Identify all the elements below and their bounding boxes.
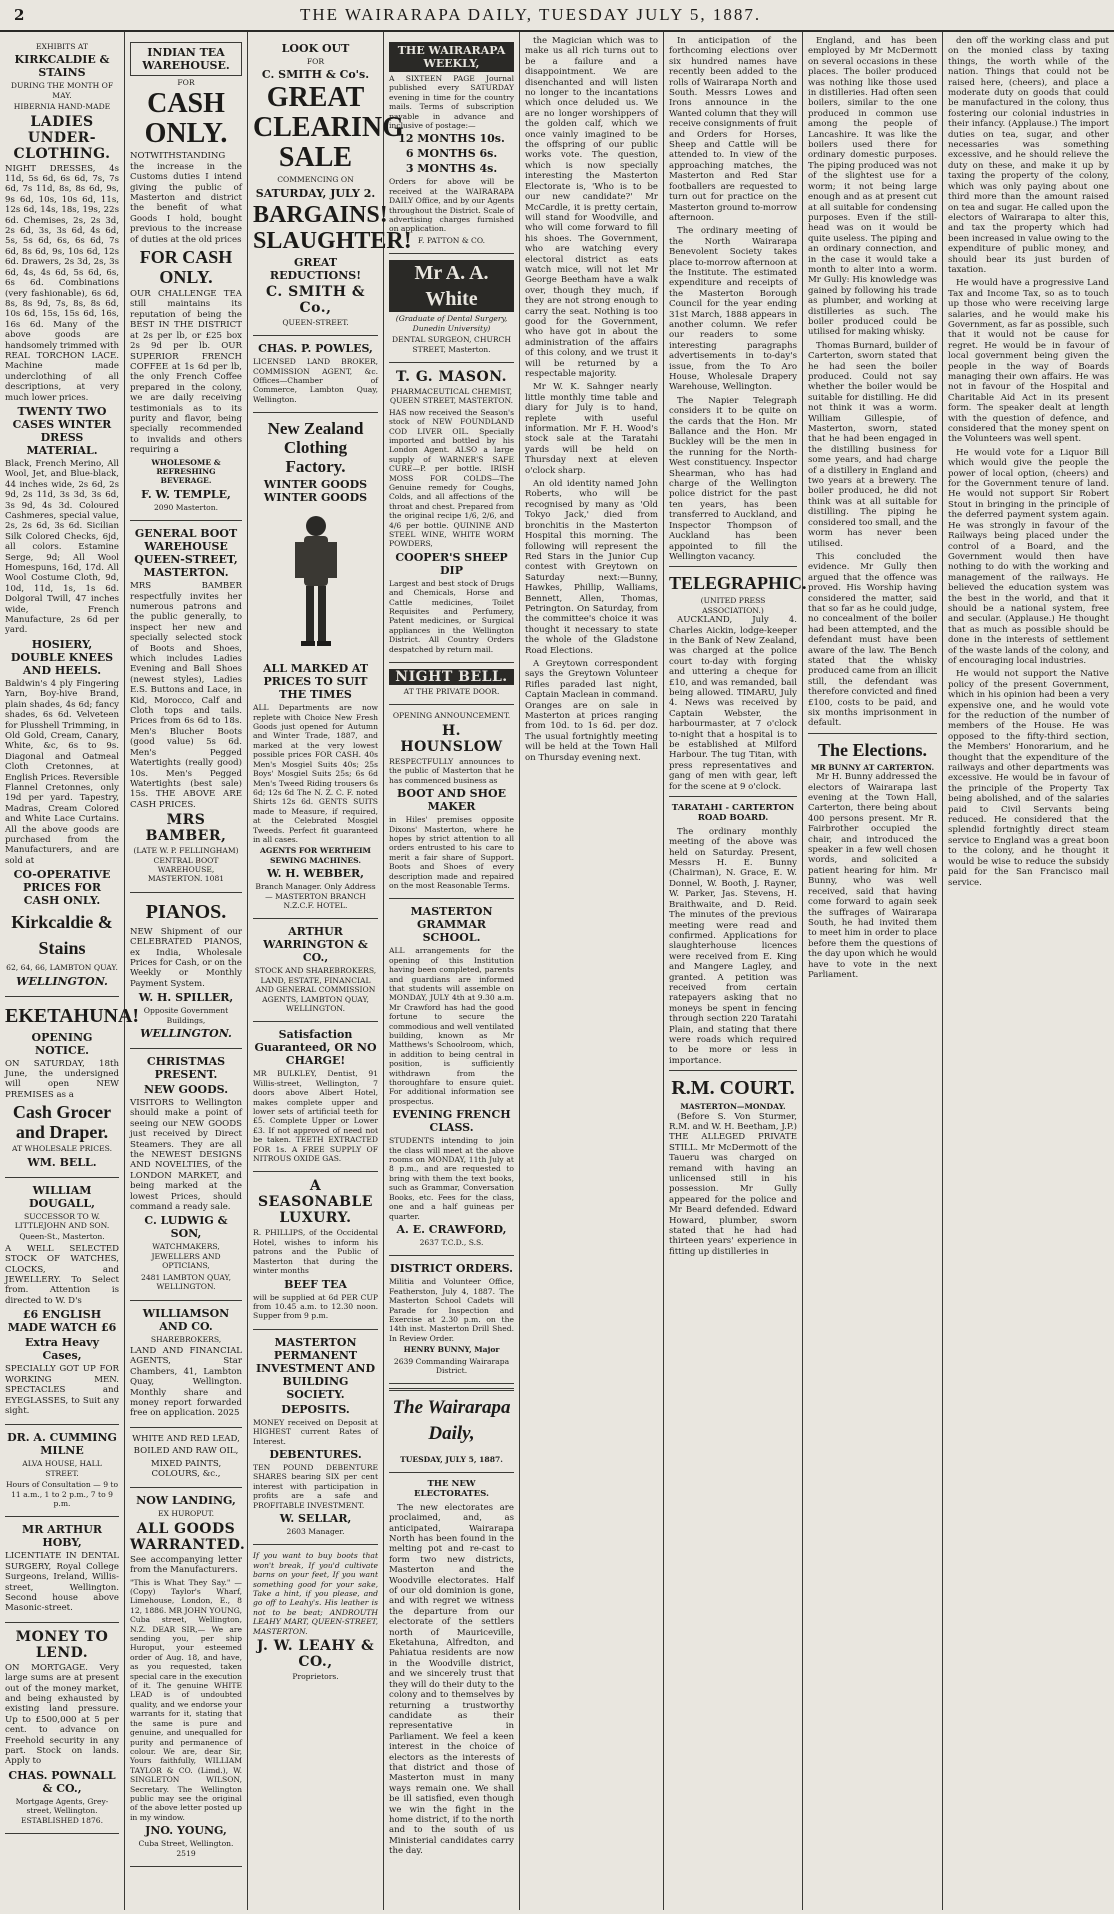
ad-town: WELLINGTON.: [140, 1027, 232, 1040]
ad-line: GREAT REDUCTIONS!: [269, 255, 362, 282]
ad-line: COMMENCING ON: [277, 175, 354, 185]
ad-night-bell: [389, 663, 514, 705]
ad-line: KIRKCALDIE & STAINS: [14, 53, 110, 80]
ad-name: CHAS. POWNALL & CO.,: [8, 1768, 116, 1795]
ad-cumming: [5, 1425, 119, 1517]
ad-name: MRS BAMBER,: [145, 812, 227, 845]
ad-young: [130, 1488, 246, 1867]
ad-footer: CO-OPERATIVE PRICES FOR CASH ONLY.: [13, 868, 111, 908]
ad-sub: (Graduate of Dental Surgery, Dunedin University): [395, 314, 508, 333]
ad-name: WILLIAMSON AND CO.: [142, 1306, 230, 1333]
ad-beef-tea: [253, 1172, 378, 1329]
ad-heading: Satisfaction Guaranteed, OR NO CHARGE!: [254, 1028, 377, 1068]
column-2: [125, 32, 248, 1910]
divider: [669, 796, 797, 797]
ad-body: R. PHILLIPS, of the Occidental Hotel, wishes to inform his patrons and the Public of Masterton that during the winter months: [253, 1228, 378, 1276]
ad-rate: 6 MONTHS 6s.: [405, 147, 498, 161]
ad-district-orders: [389, 1256, 514, 1384]
ad-big: ALL GOODS WARRANTED.: [130, 1520, 246, 1553]
ad-sub: WATCHMAKERS, JEWELLERS AND OPTICIANS,: [151, 1242, 221, 1271]
ad-williamson: [130, 1301, 242, 1428]
ad-name: Kirkcaldie & Stains: [11, 912, 113, 959]
ad-name: W. H. WEBBER,: [266, 867, 365, 881]
editorial-dateline: TUESDAY, JULY 5, 1887.: [400, 1454, 503, 1464]
column-4: [384, 32, 520, 1910]
ad-sub: EX HUROPUT.: [157, 1509, 215, 1519]
ad-special: Extra Heavy Cases,: [24, 1336, 100, 1363]
ad-name: MR ARTHUR HOBY,: [22, 1523, 102, 1550]
ad-footer: 2603 Manager.: [286, 1526, 345, 1536]
article-body: AUCKLAND, July 4. Charles Aickin, lodge-keeper in the Bank of New Zealand, was charged at the police court to-day with forging and uttering a cheque for £10, and was remanded, bail being allowed. TIMARU, July 4. News was received by Captain Webster, the harbourmaster, at 7 o'clock to-night that a hospital is to be established at Milford Harbour. The tug Titan, with press representatives and gang of men with gear, left for the scene at 9 o'clock.: [669, 615, 797, 792]
ad-town: WELLINGTON.: [16, 974, 108, 988]
ad-bamber: [130, 521, 242, 893]
ad-heading: OPENING ANNOUNCEMENT.: [392, 711, 511, 721]
column-3: [248, 32, 412, 1910]
ad-hounslow: [389, 705, 514, 899]
ad-footer: Mortgage Agents, Grey-street, Wellington. ESTABLISHED 1876.: [15, 1796, 109, 1825]
ad-body: LICENTIATE IN DENTAL SURGERY, Royal College Surgeons, Ireland, Willis-street, Wellington. Second house above Masonic-street.: [5, 1551, 119, 1614]
ad-hoby: [5, 1517, 119, 1622]
ad-bulkley: [253, 1022, 378, 1172]
ad-footer: 2639 Commanding Wairarapa District.: [393, 1356, 510, 1375]
ad-heading: MONEY TO LEND.: [15, 1628, 109, 1661]
ad-body: NOTWITHSTANDING the increase in the Customs duties I intend giving the public of Masterton and district the benefit of what Goods I hold, bought previous to the increase of duties at the old prices: [130, 151, 242, 245]
ad-name: HENRY BUNNY, Major: [403, 1345, 500, 1355]
article-body: den off the working class and put on the monied class by taxing things, the worth while of the nation. Things that could not be raised here, (cheers), and place a moderate duty on goods that could be manufactured in the colony, thus fostering our colonial industries in their infancy. (Applause.) The import duties on tea, sugar, and other necessaries was something excessive, and he should relieve the duty on these, and make it up by taxing the property of the colony, which was only paying about one third more than the amount raised on tea and sugar. He called upon the electors of Wairarapa to alter this, and tax the property which had been increased in value owing to the expenditure of public money, and should bear its just burden of taxation.: [948, 36, 1109, 275]
ad-dougall: [5, 1178, 119, 1426]
ad-clothing-factory: [253, 413, 378, 919]
ad-footer: Proprietors.: [292, 1672, 339, 1682]
ad-line: C. SMITH & Co's.: [261, 68, 370, 82]
column-7: [803, 32, 943, 1910]
ad-body: ALL arrangements for the opening of this Institution having been completed, parents and guardians are informed that students will assemble on MONDAY, JULY 4th at 9.30 a.m. Mr Crawford has had the good fortune to secure the commodious and well ventilated building, known as Mr Matthews's Schoolroom, which, in addition to being central in position, is sufficiently withdrawn from the thoroughfare to ensure quiet. For additional information see prospectus.: [389, 946, 514, 1106]
ad-heading: MASTERTON PERMANENT INVESTMENT AND BUILDING SOCIETY.: [255, 1335, 375, 1401]
ad-body: RESPECTFULLY announces to the public of Masterton that he has commenced business as: [389, 756, 514, 785]
ad-smith-sale: [253, 36, 412, 336]
ad-name: WILLIAM DOUGALL,: [29, 1183, 95, 1210]
ad-line: SATURDAY, JULY 2.: [255, 186, 376, 200]
ad-footer: F. PATTON & CO.: [417, 235, 486, 245]
ad-line: DURING THE MONTH OF MAY.: [10, 81, 114, 100]
ad-quote: "This is What They Say." — (Copy) Taylor's Wharf, Limehouse, London, E., 8 12, 1886. MR JOHN YOUNG, Cuba street, Wellington, N.Z. DEAR SIR,— We are sending you, per ship Huroput, your esteemed order of Aug. 18, and have, as you requested, taken special care in the execution of it. The genuine WHITE LEAD is of undoubted quality, and we endorse your warrants for it, stating that the same is pure and genuine, and unequalled for purity and permanence of colour. We are, dear Sir, Yours faithfully, WILLIAM TAYLOR & CO. (Limd.), W. SINGLETON WILSON, Secretary. The Wellington public may see the original of the above letter posted up in my window.: [130, 1577, 242, 1822]
ad-tea-warehouse: [130, 36, 242, 521]
ad-sub: NEW GOODS.: [143, 1083, 229, 1096]
ad-heading: DISTRICT ORDERS.: [389, 1262, 514, 1276]
ad-line: WHITE AND RED LEAD,: [132, 1433, 240, 1444]
ad-heading: EKETAHUNA!: [5, 1004, 140, 1027]
article-body: (Before S. Von Sturmer, R.M. and W. H. Beetham, J.P.) THE ALLEGED PRIVATE STILL. Mr McDermott of the Taueru was charged on remand with having an unlicensed still in his possession. Mr Gully appeared for the police and Mr Beard defended. Edward Howard, plumber, sworn stated that he had had thirteen years' experience in fitting up distilleries in: [669, 1111, 797, 1257]
ad-body: If you want to buy boots that won't break, If you'd cultivate barns on your feet, If you want something good for your sake, Take a hint, if you please, and go off to Leahy's. His leather is not to be beat; ANDROUTH LEAHY MART, QUEEN-STREET, MASTERTON.: [253, 1551, 378, 1636]
divider: [669, 566, 797, 567]
ad-heading: CHRISTMAS PRESENT.: [146, 1055, 226, 1081]
ad-tag: WHOLESOME & REFRESHING BEVERAGE.: [151, 457, 221, 486]
ad-sub: DEPOSITS.: [281, 1402, 350, 1416]
ad-name: T. G. MASON.: [395, 368, 507, 385]
divider: [389, 1472, 514, 1473]
ad-line: FOR: [177, 78, 195, 87]
ad-body: Militia and Volunteer Office, Featherston, July 4, 1887. The Masterton School Cadets will Parade for Inspection and Exercise at 2.30 p.m. on the 14th inst. Masterton Drill Shed. In Review Order.: [389, 1277, 514, 1343]
ad-heading: NOW LANDING,: [136, 1494, 236, 1508]
ad-body: Black, French Merino, All Wool, Jet, and Blue-black, 44 inches wide, 2s 6d, 2s 9d, 2s 11d, 3s 3d, 3s 6d, 3s 9d, 4s 3d. Coloured Cashmeres, special value, 2s, 2s 6d, 3s 6d. Sicilian Silk Colored Checks, 6jd, all colors. Estamine Serge, 9d; All Wool Homespuns, 16d, 17d. All Wool Costume Cloth, 9d, 10d, 11d, 1s, 1s 6d. Dolgoral Twill, 47 inches wide, French Manufacture, 2s 6d per yard.: [5, 458, 119, 636]
gentleman-illustration: [271, 508, 361, 658]
ad-name: WM. BELL.: [27, 1155, 97, 1169]
ad-heading: A SEASONABLE LUXURY.: [258, 1178, 373, 1227]
ad-big: GREAT CLEARING SALE: [253, 82, 404, 174]
article-body: He would vote for a Liquor Bill which would give the people the power of local option, (cheers) and for the Government tenure of land. He would not support Sir Robert Stout in bringing in the principle of the deferred payment system again. He was strongly in favour of the Railways being placed under the control of a Board, and the Government would then have nothing to do with the working and management of the railways. He believed the education system was the best in the world, and that it should be a national system, free and secular. (Applause.) He thought that as much as possible should be done in the interests of settlement of the waste lands of the colony, and of encouraging local industries.: [948, 447, 1109, 666]
ad-name: DR. A. CUMMING MILNE: [7, 1431, 117, 1458]
ad-grammar-school: [389, 899, 514, 1256]
ad-special: £6 ENGLISH MADE WATCH £6: [7, 1308, 117, 1335]
ad-line: BOILED AND RAW OIL,: [133, 1446, 239, 1457]
section-heading: R.M. COURT.: [671, 1077, 795, 1100]
ad-body: ON MORTGAGE. Very large sums are at present out of the money market, and being exhausted by existing land pressure. Up to £500,000 at 5 per cent. to advance on Freehold security in any part. Stock on lands. Apply to: [5, 1662, 119, 1767]
ad-big: BARGAINS! SLAUGHTER!: [253, 201, 412, 254]
ad-sub: (LATE W. P. FELLINGHAM) CENTRAL BOOT WAREHOUSE, MASTERTON. 1081: [133, 846, 239, 884]
ad-big: CASH ONLY.: [144, 88, 228, 150]
article-body: Thomas Burnard, builder of Carterton, sworn stated that he had seen the boiler produced. Could not say whether the boiler would be suitable for distilling. He did not think it was a worm. William Gillespie, of Masterton, sworn, stated that he had been engaged in the distilling business for some years, and had charge of a distillery in England and two years at a brewery. The boiler produced, he did not think was at all suitable for distilling. The piping he considered too small, and the worm has never been utilised.: [808, 340, 937, 549]
ad-body: NEW Shipment of our CELEBRATED PIANOS, ex India, Wholesale Prices for Cash, or on the Weekly or Monthly Payment System.: [130, 926, 242, 989]
ad-weekly: [389, 36, 514, 254]
column-5: [520, 32, 664, 1910]
ad-line: EXHIBITS AT: [36, 42, 88, 51]
ad-heading: THE WAIRARAPA WEEKLY,: [389, 42, 514, 72]
article-body: An old identity named John Roberts, who will be recognised by many as 'Old Tokyo Jack,' died from bronchitis in the Masterton Hospital this morning. The following will represent the Red Stars in the Junior Cup contest with Greytown on Saturday next:—Bunny, Hawkes, Phillip, Walliams, Bennett, Allen, Thomas, Petrington. On Saturday, from the committee's choice it was thought it necessary to state the whole of the Gladstone Road Elections.: [525, 479, 658, 656]
ad-body: ON SATURDAY, 18th June, the undersigned will open NEW PREMISES as a: [5, 1058, 119, 1100]
ad-name: C. SMITH & Co.,: [266, 283, 365, 316]
ad-name: A. E. CRAWFORD,: [396, 1222, 507, 1236]
divider: [808, 733, 937, 734]
ad-sub: BOOT AND SHOE MAKER: [397, 787, 506, 814]
ad-address: 2481 LAMBTON QUAY, WELLINGTON.: [141, 1272, 231, 1292]
divider: [669, 1070, 797, 1071]
ad-sub: BEEF TEA: [284, 1277, 347, 1291]
ad-line: HIBERNIA HAND-MADE: [13, 102, 111, 112]
ad-eketahuna: [5, 997, 140, 1178]
ad-name: H. HOUNSLOW: [400, 722, 503, 755]
section-sub: MR BUNNY AT CARTERTON.: [810, 762, 935, 772]
ad-name: C. LUDWIG & SON,: [144, 1214, 228, 1241]
ad-address: 62, 64, 66, LAMBTON QUAY.: [6, 963, 118, 973]
article-body: Mr W. K. Sahnger nearly little monthly time table and diary for July is to hand, replete with useful information. Mr F. H. Wood's stock sale at the Taratahi yards will be held on Thursday next at eleven o'clock sharp.: [525, 382, 658, 476]
article-body: He would have a progressive Land Tax and Income Tax, so as to touch up those who were receiving large salaries, and he would make his Government, as far as possible, such that it would not be cause for regret. He would be in favour of local government being given the people in the way of Boards managing their own affairs. He was not in favour of the Hospital and Charitable Aid Act in its present form. The speaker dealt at length with the question of defence, and considered that the money spent on the Volunteers was well spent.: [948, 278, 1109, 445]
article-body: The new electorates are proclaimed, and, as anticipated, Wairarapa North has been found in the melting pot and re-cast to form two new districts, Masterton and the Woodville electorates. Half of our old dominion is gone, and with regret we witness the departure from our electorate of the settlers north of Mauriceville, Eketahuna, Alfredton, and Pahiatua residents are now in the Woodville district, and we sincerely trust that they will do their duty to the colony and to themselves by returning a trustworthy candidate as their representative in Parliament. We feel a keen interest in the choice of electors as the interests of that district and those of Masterton must in many ways remain one. We shall be ill satisfied, even though we win the fight in the home district, if to the north and to the south of us Ministerial candidates carry the day.: [389, 1502, 514, 1857]
article-body: The ordinary meeting of the North Wairarapa Benevolent Society takes place to-morrow afternoon at the Institute. The estimated expenditure and receipts of the Masterton Borough Council for the year ending 31st March, 1888 appears in another column. We refer our readers to some interesting paragraphs advertisements in to-day's issue, from the To Aro House, Wholesale Drapery Warehouse, Wellington.: [669, 226, 798, 393]
ad-name: Mr A. A. White: [389, 260, 514, 312]
ad-big: Cash Grocer and Draper.: [12, 1102, 112, 1143]
ad-heading: HOSIERY, DOUBLE KNEES AND HEELS.: [10, 637, 114, 677]
ad-name: JNO. YOUNG,: [145, 1824, 227, 1838]
ad-lead: [130, 1428, 242, 1489]
article-body: He would not support the Native policy of the present Government, which in his opinion had been a very expensive one, and he would vote for the reduction of the number of members of the House. He was opposed to the fifty-third section, the Members' Honorarium, and he thought that the expenditure of the railways and other departments was excessive. He would be in favour of the principle of the Property Tax being abolished, and of the salaries paid to Civil Servants being reduced. He considered that the splendid fortnightly direct steam service to England was a great boon to the colony, and he thought it would be wise to reduce the subsidy paid for the San Francisco mail service.: [948, 669, 1109, 888]
ad-white: [389, 254, 514, 363]
ad-big: FOR CASH ONLY.: [139, 247, 233, 288]
ad-body: SPECIALLY GOT UP FOR WORKING MEN. SPECTACLES and EYEGLASSES, to Suit any sight.: [5, 1364, 119, 1416]
ad-body: in Hiles' premises opposite Dixons' Masterton, where he hopes by strict attention to all orders entrusted to his care to merit a fair share of Support. Boots and Shoes of every description made and repaired on the most Reasonable Terms.: [389, 815, 514, 890]
masthead: [0, 0, 1114, 32]
ad-heading: GENERAL BOOT WAREHOUSE QUEEN-STREET, MASTERTON.: [134, 527, 238, 580]
ad-body: MONEY received on Deposit at HIGHEST current Rates of Interest.: [253, 1417, 378, 1446]
ad-christmas: [130, 1049, 242, 1301]
ad-heading: New Zealand Clothing Factory.: [267, 419, 364, 477]
ad-sub: EVENING FRENCH CLASS.: [392, 1108, 511, 1135]
page-number: 2: [14, 6, 25, 24]
section-taratahi: [669, 803, 797, 1066]
section-sub: (UNITED PRESS ASSOCIATION.): [700, 596, 766, 615]
ad-sub: AT WHOLESALE PRICES.: [12, 1144, 112, 1154]
ad-address: Queen-St., Masterton.: [19, 1232, 105, 1242]
ad-body: OUR CHALLENGE TEA still maintains its reputation of being the BEST IN THE DISTRICT at 2s per lb, or £25 box 2s 9d per lb. OUR SUPERIOR FRENCH COFFEE at 1s 6d per lb, the only French Coffee prepared in the colony, we are daily receiving testimonials as to its purity and flavor, being specially recommended to invalids and others requiring a: [130, 289, 242, 456]
section-elections: [808, 740, 937, 981]
ad-footer: Cuba Street, Wellington. 2519: [138, 1839, 234, 1858]
ad-name: J. W. LEAHY & CO.,: [256, 1638, 375, 1671]
ad-heading: MASTERTON GRAMMAR SCHOOL.: [410, 905, 493, 945]
ad-money: [5, 1623, 119, 1834]
ad-leahy: [253, 1545, 378, 1689]
section-sub: MASTERTON—MONDAY.: [680, 1102, 786, 1112]
ad-body: Orders for above will be received at the WAIRARAPA DAILY Office, and by our Agents throughout the District. Scale of advertising charges furnished on application.: [389, 177, 514, 234]
ad-heading: TWENTY TWO CASES WINTER DRESS MATERIAL.: [12, 404, 112, 457]
ad-address: QUEEN-STREET.: [282, 317, 349, 327]
ad-footer: Branch Manager. Only Address — MASTERTON BRANCH N.Z.C.F. HOTEL.: [255, 882, 376, 910]
column-8: [943, 32, 1114, 1910]
ad-line: FOR: [306, 57, 325, 66]
ad-sub: SHAREBROKERS,: [150, 1334, 222, 1344]
ad-body: A WELL SELECTED STOCK OF WATCHES, CLOCKS, and JEWELLERY. To Select from. Attention is directed to W. D's: [5, 1243, 119, 1306]
ad-name: ARTHUR WARRINGTON & CO.,: [263, 925, 368, 965]
ad-sub: OPENING NOTICE.: [31, 1030, 93, 1057]
article-body: The Napier Telegraph considers it to be quite on the cards that the Hon. Mr Ballance and the Hon. Mr Buckley will be the men in the running for the North-West constituency. Inspector Shearman, who has had charge of the Wellington police district for the past ten years, has been transferred to Auckland, and Inspector Thompson of Auckland has been appointed to fill the Wellington vacancy.: [669, 395, 797, 562]
ad-name: W. H. SPILLER,: [138, 991, 234, 1005]
ad-name: F. W. TEMPLE,: [141, 487, 231, 501]
article-body: England, and has been employed by Mr McDermott on several occasions in these places. The boiler produced was nothing like those used in distilleries. Had often seen boilers, similar to the one produced in common use among the people of Lancashire. It was like the boilers used there for ordinary domestic purposes. The piping produced was not of the slightest use for a worm; it not being large enough and as at present cut at all suitable for condensing purposes. Even if the still-head was on it would be quite useless. The piping and an ordinary connection, and in the case it would take a month to alter into a worm. Mr Gully: His knowledge was gained by following his trade as plumber, and working at distilleries as such. The boiler produced could be utilised for making whisky.: [808, 36, 937, 338]
article-body: the Magician which was to make us all rich turns out to be a failure and a disappointment. We are disenchanted and will listen no longer to the incantations which once deluded us. We are no longer worshippers of the golden calf, which we once vainly imagined to be the offspring of our public works vote. The question, which is now specially interesting the Masterton Electorate is, 'Who is to be our new candidate?' Mr McCardle, it is pretty certain, will stand for Woodville, and who will come forward to fill his shoes. The Government, who are watching every electoral district as eats watch mice, will not let Mr George Beetham have a walk over, though they much, if they are not strong enough to carry the seat. Nothing is too good for the Government, who have got in about the administration of the affairs of this colony, and we trust it will be returned by a respectable majority.: [525, 36, 658, 379]
ad-body: A SIXTEEN PAGE Journal published every SATURDAY evening in time for the country mails. Terms of subscription payable in advance and inclusive of postage:—: [389, 74, 514, 131]
ad-body: ALL MARKED AT PRICES TO SUIT THE TIMES: [262, 662, 369, 702]
ad-rate: 12 MONTHS 10s.: [398, 132, 505, 146]
section-heading: The Elections.: [817, 739, 927, 760]
ad-line: MIXED PAINTS, COLOURS, &c.,: [150, 1458, 222, 1479]
column-6: [664, 32, 807, 1910]
ad-body: DENTAL SURGEON, CHURCH STREET, Masterton.: [392, 335, 511, 354]
section-heading: TARATAHI - CARTERTON ROAD BOARD.: [671, 803, 795, 824]
ad-mason: [389, 363, 514, 663]
ad-body: See accompanying letter from the Manufacturers.: [130, 1554, 242, 1576]
ad-body: NIGHT DRESSES, 4s 11d, 5s 6d, 6s 6d, 7s, 7s 6d, 7s 11d, 8s, 8s 6d, 9s, 9s 6d, 10s, 10s 6d, 11s, 12s 6d, 14s, 18s, 19s, 22s 6d. Chemises, 2s, 2s 3d, 2s 6d, 3s, 3s 6d, 4s 6d, 5s, 5s 6d, 6s, 6s 6d, 7s 6d, 8s 6d, 9s, 10s 6d, 12s 6d. Drawers, 2s 3d, 2s, 3s 6d, 4s, 4s 6d, 5s 6d, 6s, 6s 6d. Combinations (very fashionable), 6s 6d, 8s, 8s 9d, 7s, 8s, 8s 6d, 10s 6d, 15s, 15s 6d, 16s, 16s 6d. Many of the above goods are handsomely trimmed with REAL TORCHON LACE. Machine made underclothing of all descriptions, at very much lower prices.: [5, 163, 119, 403]
ad-powles: [253, 336, 378, 413]
ad-body: VISITORS to Wellington should make a point of seeing our NEW GOODS just received by Direct Steamers. They are all the NEWEST DESIGNS AND NOVELTIES, of the LONDON MARKET, and being marked at the lowest Prices, should command a ready sale.: [130, 1098, 242, 1213]
ad-body: STOCK AND SHAREBROKERS, LAND, ESTATE, FINANCIAL AND GENERAL COMMISSION AGENTS, LAMBTON QUAY, WELLINGTON.: [254, 966, 377, 1013]
ad-sub: SUCCESSOR TO W. LITTLEJOHN AND SON.: [14, 1211, 110, 1231]
ad-sub: WINTER GOODS WINTER GOODS: [263, 478, 368, 505]
ad-hours: Hours of Consultation — 9 to 11 a.m., 1 to 2 p.m., 7 to 9 p.m.: [5, 1480, 119, 1508]
ad-body: HAS now received the Season's stock of NEW FOUNDLAND COD LIVER OIL. Specially imported and bottled by his London Agent. ALSO a large supply of WARNER'S SAFE CURE—P. per bottle. IRISH MOSS FOR COLDS—The Genuine remedy for Coughs, Colds, and all affections of the throat and chest. Prepared from the original recipe 1/6, 2/6, and 4/6 per bottle. QUININE AND STEEL WINE, WHITE WORM POWDERS,: [389, 407, 514, 549]
article-body: The ordinary monthly meeting of the above was held on Saturday. Present, Messrs H. E. Bunny (Chairman), N. Grace, E. W. Donnel, W. Booth, J. Rayner, W. Parker, Jas. Stevens, H. Braithwaite, and D. Reid. The minutes of the previous meeting were read and confirmed. Applications for slaughterhouse licences were received from E. King and Mangere Lagley, and granted. A petition was received from certain ratepayers asking that no moneys be spent in fencing through section 220 Taratahi Plain, and stating that there were roads which required to be more or less in importance.: [669, 826, 797, 1066]
ad-name: W. SELLAR,: [279, 1511, 352, 1525]
ad-building-society: [253, 1330, 378, 1546]
ad-body: Baldwin's 4 ply Fingering Yarn, Boy-hive Brand, plain shades, 4s 6d; fancy shades, 6s 6d. Velveteen for Plusshell Trimming, in Old Gold, Cream, Canary, White, &c, 6s to 9s. Diagonal and Oatmeal Cloth Cretonnes, at English Prices. Reversible Flannel Cretonnes, only 19d per yard. Tapestry, Madras, Cream Colored and White Lace Curtains. All the above goods are purchased from the Manufacturers, and are sold at: [5, 678, 119, 866]
ad-rate: 3 MONTHS 4s.: [405, 162, 498, 176]
ad-heading: LADIES UNDER-CLOTHING.: [13, 113, 111, 162]
article-body: This concluded the evidence. Mr Gully then argued that the offence was proved. His Worship having considered the matter, said that so far as he could judge, no concealment of the boiler had been attempted, and the defendant must have been aware of the law. The Bench stated that the whisky produced came from an illicit still, the defendant was therefore convicted and fined £100, costs to be paid, and six months imprisonment in default.: [808, 551, 938, 729]
ad-heading: PIANOS.: [145, 900, 227, 923]
ad-pianos: [130, 893, 242, 1049]
article-body: A Greytown correspondent says the Greytown Volunteer Rifles paraded last night, Captain Maclean in command. Oranges are on sale in Masterton at prices ranging from 10d. to 1s 6d. per doz. The usual fortnightly meeting will be held at the Town Hall on Thursday evening next.: [525, 658, 658, 763]
section-telegraphic: [669, 573, 807, 792]
ad-body: will be supplied at 6d PER CUP from 10.45 a.m. to 12.30 noon. Supper from 9 p.m.: [253, 1292, 378, 1321]
divider: [389, 1388, 514, 1391]
ad-address: Opposite Government Buildings,: [143, 1006, 229, 1025]
ad-sub: COOPER'S SHEEP DIP: [395, 550, 508, 577]
ad-body: LAND AND FINANCIAL AGENTS, Star Chambers, 41, Lambton Quay, Wellington. Monthly share and money report forwarded free on application. 2025: [130, 1345, 242, 1419]
ad-body: Largest and best stock of Drugs and Chemicals, Horse and Cattle medicines, Toilet Requisites and Perfumery, Patent medicines, or Surgical appliances in the Wellington District. All Country Orders despatched by return mail.: [389, 578, 514, 654]
ad-sub: DEBENTURES.: [269, 1447, 362, 1461]
ad-line: LOOK OUT: [281, 42, 350, 55]
newspaper-title: THE WAIRARAPA DAILY, TUESDAY JULY 5, 1887.: [300, 5, 762, 24]
ad-body: ALL Departments are now replete with Choice New Fresh Goods just opened for Autumn and Winter Trade, 1887, and marked at the very lowest possible prices FOR CASH. 40s Men's Mosgiel Suits 40s; 25s Boys' Mosgiel Suits 25s; 6s 6d Men's Tweed Riding trousers 6s 6d; 12s 6d The N. Z. C. F. noted Shirts 12s 6d. GENTS SUITS made to Measure, if required, at the Celebrated Mosgiel Tweeds. Perfect fit guaranteed in all cases.: [253, 703, 378, 844]
ad-name: CHAS. P. POWLES,: [258, 342, 373, 356]
article-body: Mr H. Bunny addressed the electors of Wairarapa last evening at the Town Hall, Carterton, there being about 400 persons present. Mr R. Fairbrother occupied the chair, and introduced the speaker in a few well chosen words, and solicited a patient hearing for him. Mr Bunny, who was well received, said that having come forward to again seek the suffrages of Wairarapa South, he had invited them to meet him in order to place before them the questions of the day upon which he would have to vote in the next Parliament.: [808, 772, 937, 980]
ad-heading: NIGHT BELL.: [389, 669, 514, 685]
ad-body: MRS BAMBER respectfully invites her numerous patrons and the public generally, to inspect her new and specially selected stock of Boots and Shoes, which includes Ladies Evening and Ball Shoes (newest styles), Ladies E.S. Buttons and Lace, in Kid, Morocco, Calf and Cloth tops and tails. Prices from 6s 6d to 18s. Men's Blucher Boots (good value) 5s 6d. Men's Pegged Watertights (really good) 10s. Men's Pegged Watertights (best sale) 15s. THE ABOVE ARE CASH PRICES.: [130, 581, 242, 810]
article-new-electorates: [389, 1479, 514, 1857]
ad-body: STUDENTS intending to join the class will meet at the above rooms on MONDAY, 11th July at 8 p.m., and are requested to bring with them the text books, such as Grammar, Conversation Books, etc. Fees for the class, one and a half guineas per quarter.: [389, 1136, 514, 1221]
ad-sub: AGENTS FOR WERTHEIM SEWING MACHINES.: [260, 846, 371, 865]
ad-kirkcaldie: [5, 36, 119, 997]
ad-sub: AT THE PRIVATE DOOR.: [403, 687, 500, 697]
column-1: [0, 32, 140, 1910]
section-heading: TELEGRAPHIC.: [669, 573, 807, 594]
ad-address: ALVA HOUSE, HALL STREET.: [22, 1459, 102, 1478]
ad-sub: PHARMACEUTICAL CHEMIST, QUEEN STREET, MASTERTON.: [389, 386, 514, 406]
article-body: In anticipation of the forthcoming elections over six hundred names have recently been added to the rolls of Wairarapa North and South. Messrs Lowes and Irons announce in the Wanted column that they will receive consignments of fruit and Orders for Horses, Sheep and Cattle will be attended to. In view of the approaching matches, the Masterton and Red Star footballers are requested to turn out for practice on the Masterton ground to-morrow afternoon.: [669, 36, 797, 223]
ad-heading: INDIAN TEA WAREHOUSE.: [130, 42, 242, 76]
article-heading: THE NEW ELECTORATES.: [413, 1478, 490, 1500]
ad-footer: 2637 T.C.D., S.S.: [419, 1237, 484, 1247]
ad-body: TEN POUND DEBENTURE SHARES bearing SIX per cent interest with participation in profits are a safe and PROFITABLE INVESTMENT.: [253, 1462, 378, 1510]
editorial-masthead: The Wairarapa Daily,: [392, 1397, 511, 1445]
ad-footer: 2090 Masterton.: [153, 502, 219, 512]
section-court: [669, 1077, 797, 1257]
ad-body: MR BULKLEY, Dentist, 91 Willis-street, Wellington, 7 doors above Albert Hotel, makes complete upper and lower sets of artificial teeth for £5. Complete Upper or Lower £3. If not approved of need not be taken. TEETH EXTRACTED FOR 1s. A FREE SUPPLY OF NITROUS OXIDE GAS.: [253, 1069, 378, 1164]
ad-warrington: [253, 919, 378, 1022]
ad-body: LICENSED LAND BROKER, COMMISSION AGENT, &c. Offices—Chamber of Commerce, Lambton Quay, Wellington.: [253, 357, 378, 404]
